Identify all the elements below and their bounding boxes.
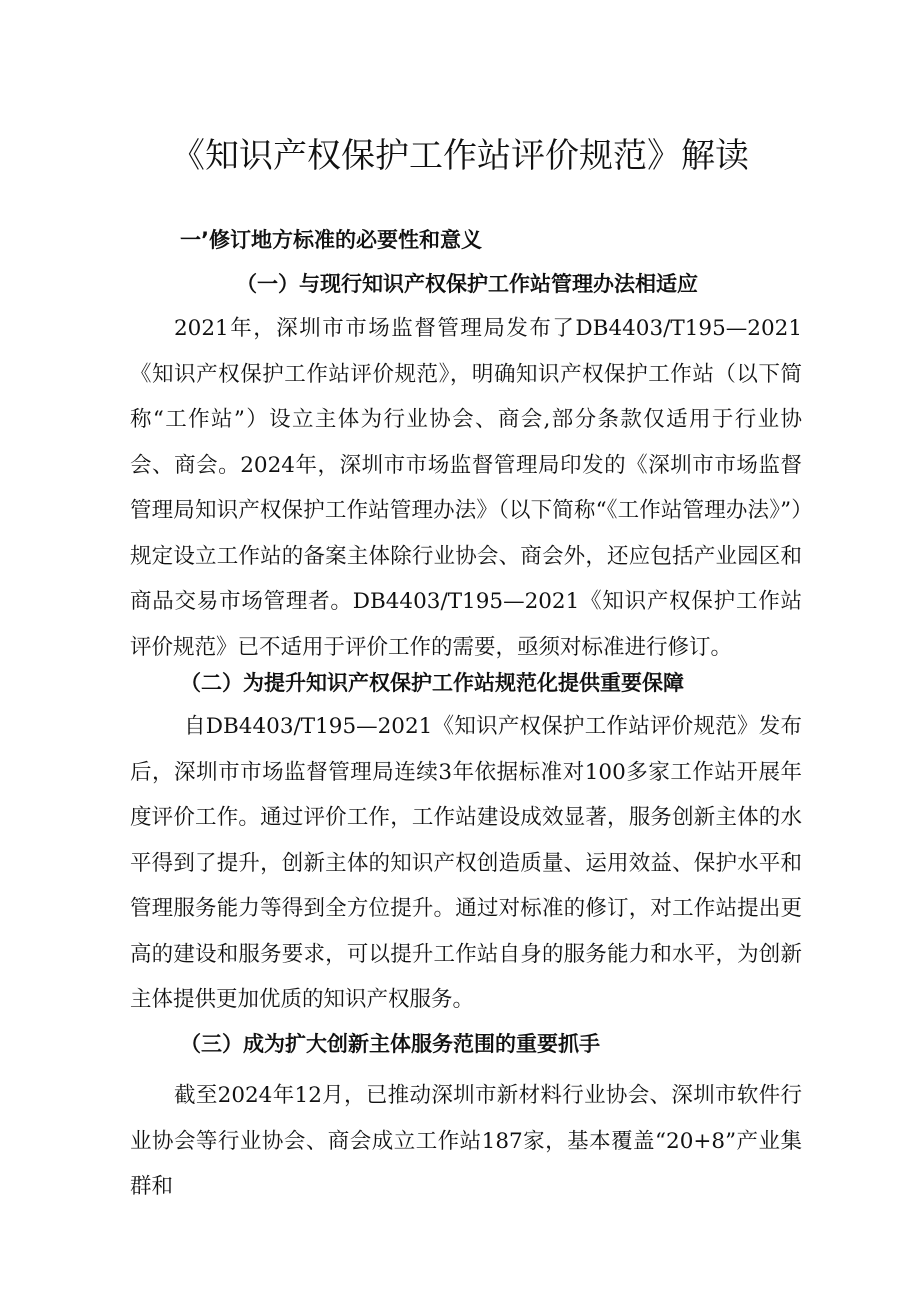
paragraph-2: 自DB4403/T195—2021《知识产权保护工作站评价规范》发布后，深圳市市场监督管理局连续3年依据标准对100多家工作站开展年度评价工作。通过评价工作，工作站建设成效显著，服务创新主体的水平得到了提升，创新主体的知识产权创造质量、运用效益、保护水平和管理服务能力等得到全方位提升。通过对标准的修订，对工作站提出更高的建设和服务要求，可以提升工作站自身的服务能力和水平，为创新主体提供更加优质的知识产权服务。 [130,714,802,1012]
subsection-heading-1: （一）与现行知识产权保护工作站管理办法相适应 [236,272,698,296]
paragraph-1: 2021年，深圳市市场监督管理局发布了DB4403/T195—2021《知识产权保护工作站评价规范》，明确知识产权保护工作站（以下简称“工作站”）设立主体为行业协会、商会,部分条款仅适用于行业协会、商会。2024年，深圳市市场监督管理局印发的《深圳市市场监督管理局知识产权保护工作站管理办法》（以下简称“《工作站管理办法》”）规定设立工作站的备案主体除行业协会、商会外，还应包括产业园区和商品交易市场管理者。DB4403/T195—2021《知识产权保护工作站评价规范》已不适用于评价工作的需要，亟须对标准进行修订。 [130,316,802,660]
subsection-heading-3: （三）成为扩大创新主体服务范围的重要抓手 [180,1032,600,1056]
document-title: 《知识产权保护工作站评价规范》解读 [171,136,749,176]
section-heading-1: 一’修订地方标准的必要性和意义 [180,228,482,252]
subsection-heading-2: （二）为提升知识产权保护工作站规范化提供重要保障 [180,671,684,695]
paragraph-3: 截至2024年12月，已推动深圳市新材料行业协会、深圳市软件行业协会等行业协会、商会成立工作站187家，基本覆盖“20+8”产业集群和 [130,1083,802,1199]
